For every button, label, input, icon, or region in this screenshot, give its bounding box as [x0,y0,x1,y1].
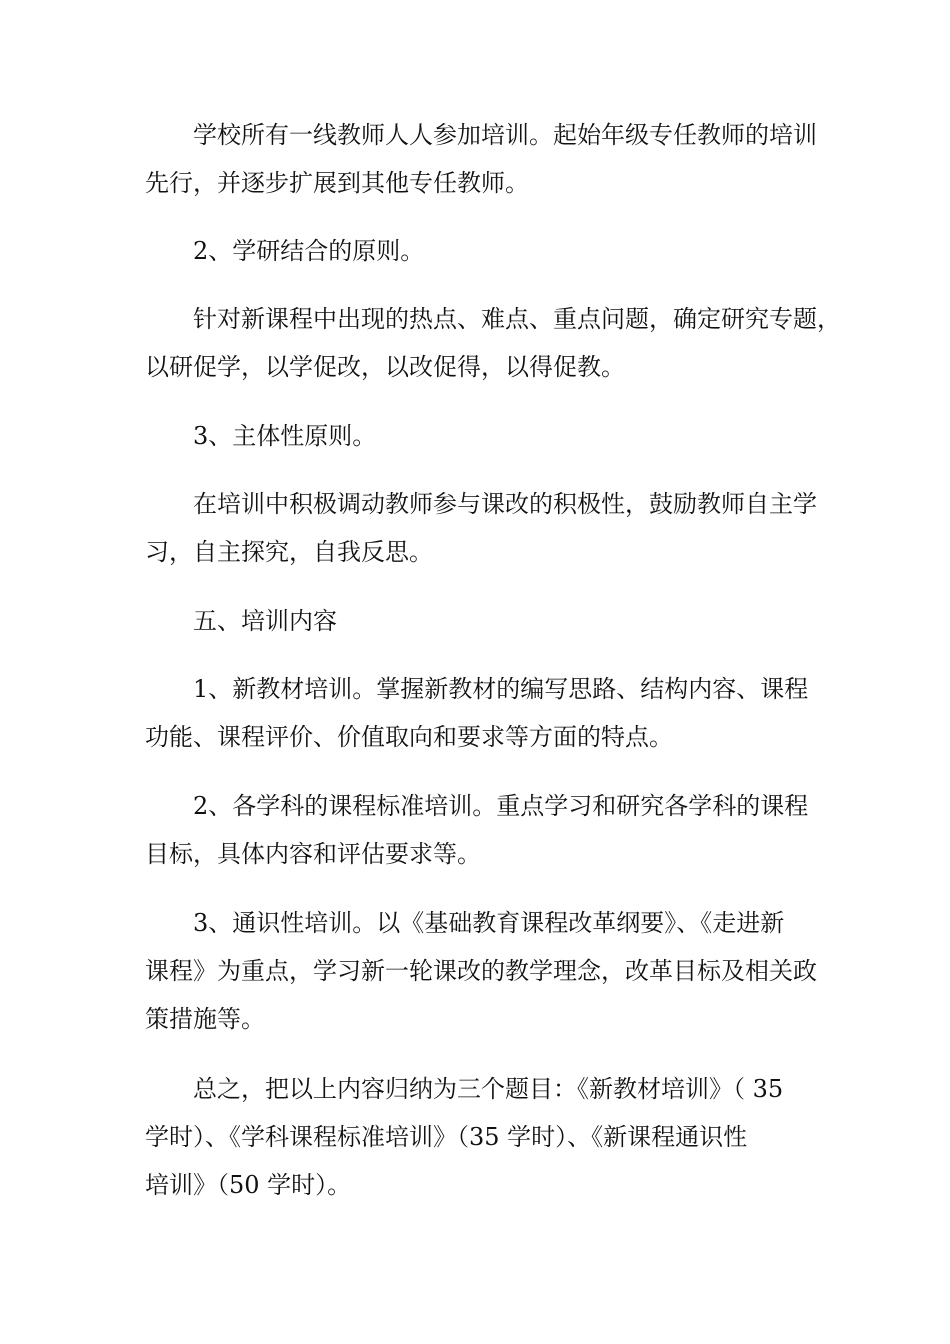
paragraph-training-participation [145,111,817,207]
text-line: 策措施等。 [145,1005,265,1033]
text-line: 培训》（50 学时）。 [145,1171,352,1199]
text-line: 习，自主探究，自我反思。 [145,538,433,566]
paragraph-teacher-initiative [145,480,817,576]
text-line: 总之，把以上内容归纳为三个题目：《新教材培训》（ 35 [193,1075,784,1103]
section-heading-training-content [145,597,807,645]
paragraph-summary [145,1065,807,1209]
text-line: 2、学研结合的原则。 [193,237,425,265]
heading-study-research-principle [145,227,807,275]
text-line: 五、培训内容 [193,607,337,635]
paragraph-general-knowledge-training [145,899,817,1043]
heading-subject-principle [145,412,807,460]
paragraph-research-topics [145,295,841,391]
text-line: 学时）、《学科课程标准培训》（35 学时）、《新课程通识性 [145,1123,748,1151]
text-line: 先行，并逐步扩展到其他专任教师。 [145,169,529,197]
text-line: 在培训中积极调动教师参与课改的积极性，鼓励教师自主学 [193,490,817,518]
paragraph-new-textbook-training [145,665,807,761]
text-line: 针对新课程中出现的热点、难点、重点问题，确定研究专题， [193,305,841,333]
text-line: 课程》为重点，学习新一轮课改的教学理念，改革目标及相关政 [145,957,817,985]
paragraph-curriculum-standard-training [145,782,807,878]
text-line: 目标，具体内容和评估要求等。 [145,840,481,868]
text-line: 3、主体性原则。 [193,422,377,450]
text-line: 3、通识性培训。以《基础教育课程改革纲要》、《走进新 [193,909,785,937]
text-line: 学校所有一线教师人人参加培训。起始年级专任教师的培训 [193,121,817,149]
text-line: 功能、课程评价、价值取向和要求等方面的特点。 [145,723,673,751]
text-line: 以研促学，以学促改，以改促得，以得促教。 [145,353,625,381]
text-line: 1、新教材培训。掌握新教材的编写思路、结构内容、课程 [193,675,809,703]
text-line: 2、各学科的课程标准培训。重点学习和研究各学科的课程 [193,792,809,820]
